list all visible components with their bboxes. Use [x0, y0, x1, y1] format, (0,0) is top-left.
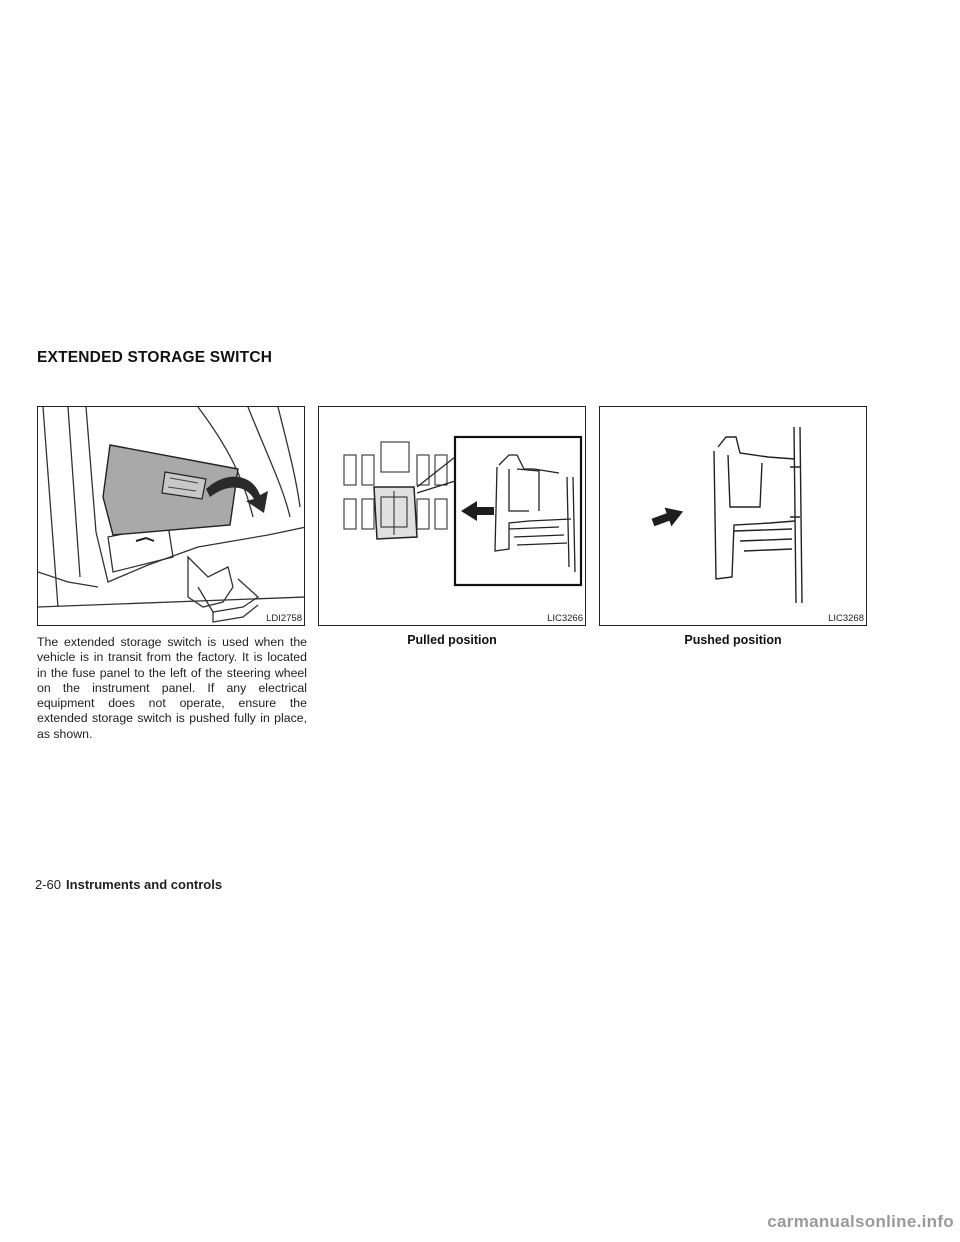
figure-code: LDI2758 [266, 613, 302, 624]
figure-code: LIC3266 [547, 613, 583, 624]
figure-fuse-panel-location [37, 406, 305, 626]
push-direction-arrow [650, 502, 687, 532]
watermark-link[interactable]: carmanualsonline.info [767, 1212, 954, 1231]
caption-pulled-position: Pulled position [407, 633, 497, 647]
fuse-panel-illustration [38, 407, 305, 626]
page-footer [35, 877, 222, 892]
pushed-switch-illustration [600, 407, 867, 626]
body-paragraph: The extended storage switch is used when the vehicle is in transit from the factory. It is located in the fuse panel to the left of the steering wheel on the instrument panel. If any electrical equipment does not operate, ensure the extended storage switch is pushed fully in place, as shown. [37, 635, 307, 741]
extended-storage-switch [374, 487, 417, 539]
caption-pushed-position: Pushed position [684, 633, 782, 647]
section-title: EXTENDED STORAGE SWITCH [37, 349, 273, 366]
figure-pushed-position [599, 406, 867, 626]
footer-section-title: Instruments and controls [66, 877, 223, 892]
figure-pulled-position [318, 406, 586, 626]
page-number: 2-60 [35, 877, 62, 892]
pulled-switch-illustration [319, 407, 586, 626]
figure-code: LIC3268 [828, 613, 864, 624]
